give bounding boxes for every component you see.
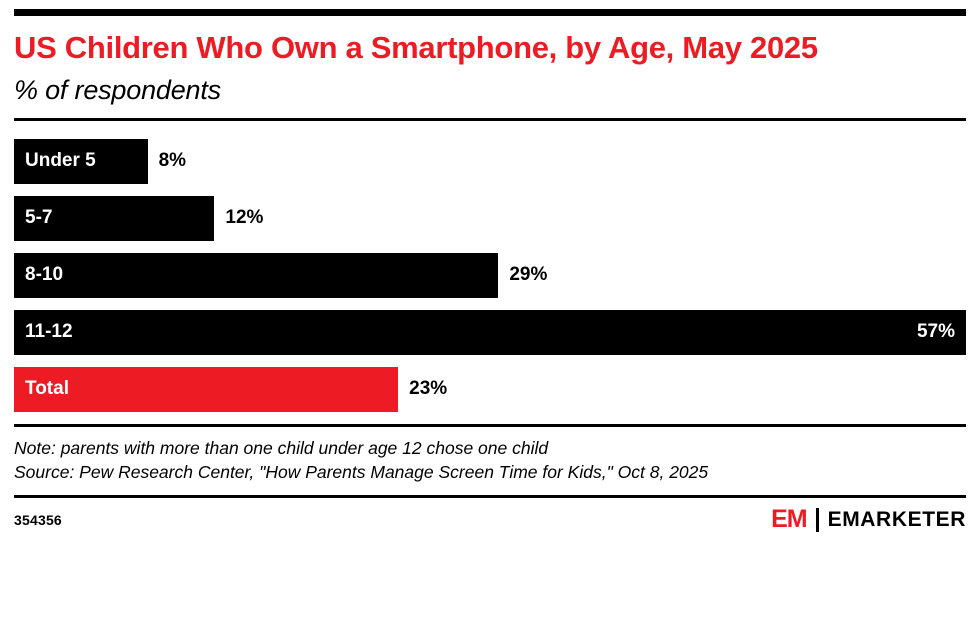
bar-category-label: 11-12 (25, 321, 73, 343)
bar-value-label: 12% (225, 207, 264, 229)
bar (14, 310, 966, 355)
bar (14, 367, 398, 412)
bar-row (14, 367, 966, 412)
bar-category-label: 8-10 (25, 264, 64, 286)
emarketer-mark-icon: EM (771, 505, 807, 534)
bar-value-label: 57% (916, 321, 955, 343)
brand-logo (771, 505, 966, 534)
bar (14, 196, 214, 241)
bar-row (14, 253, 966, 298)
bar-row (14, 196, 966, 241)
footer (14, 505, 966, 534)
bar-category-label: 5-7 (25, 207, 53, 229)
brand-name: EMARKETER (827, 507, 966, 531)
note-line: Note: parents with more than one child under age 12 chose one child (14, 437, 549, 458)
chart-notes (14, 436, 966, 486)
bar-value-label: 23% (409, 378, 448, 400)
chart-page (0, 9, 980, 632)
bar-value-label: 8% (158, 150, 187, 172)
source-line: Source: Pew Research Center, "How Parents Manage Screen Time for Kids," Oct 8, 2025 (14, 462, 709, 483)
bar (14, 253, 498, 298)
bar (14, 139, 148, 184)
chart-id: 354356 (14, 511, 62, 528)
chart-divider (14, 424, 966, 427)
top-divider (14, 9, 966, 16)
bar-category-label: Total (25, 378, 69, 400)
bar-chart (14, 139, 966, 412)
bar-row (14, 139, 966, 184)
brand-divider (816, 508, 819, 532)
bar-category-label: Under 5 (25, 150, 96, 172)
page-subtitle: % of respondents (14, 74, 221, 105)
bar-row (14, 310, 966, 355)
footer-divider (14, 495, 966, 498)
bar-value-label: 29% (509, 264, 548, 286)
header-divider (14, 118, 966, 121)
page-title: US Children Who Own a Smartphone, by Age, May 2025 (14, 30, 818, 65)
